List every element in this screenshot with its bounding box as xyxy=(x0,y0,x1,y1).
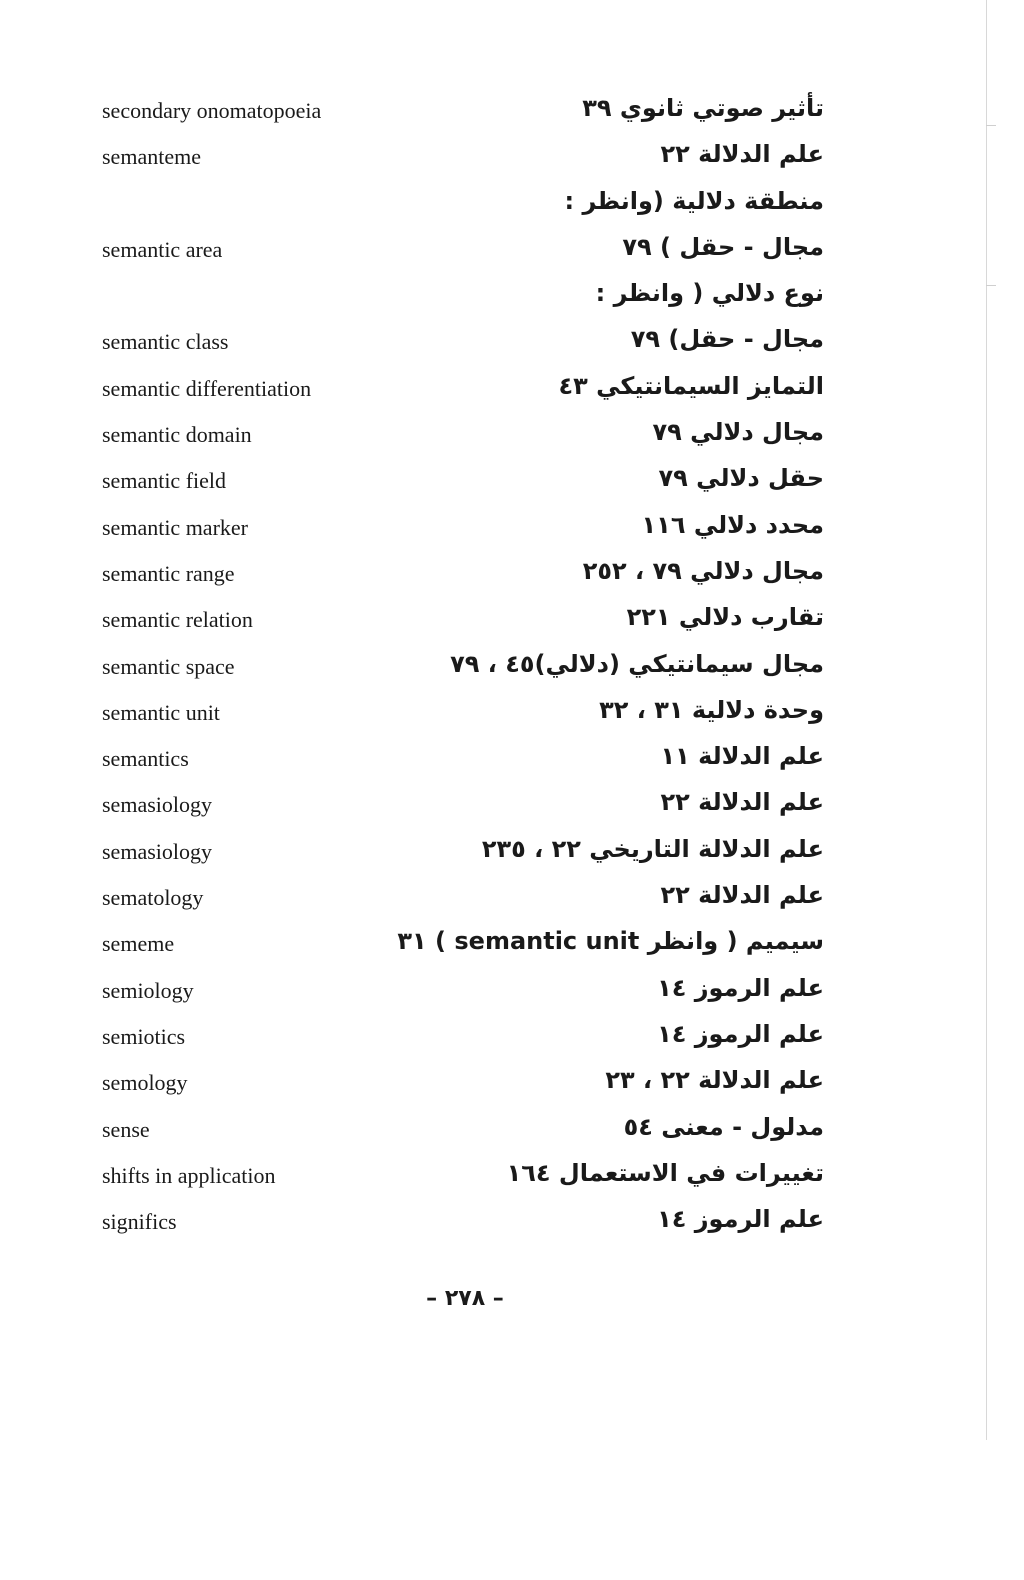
arabic-translation: علم الرموز ١٤ xyxy=(657,1205,824,1234)
arabic-translation: تغييرات في الاستعمال ١٦٤ xyxy=(506,1158,824,1187)
glossary-list xyxy=(0,90,1024,1247)
english-term: shifts in application xyxy=(102,1162,276,1188)
english-term: semiotics xyxy=(102,1023,186,1049)
english-term: semantic area xyxy=(102,236,223,262)
english-term: secondary onomatopoeia xyxy=(102,98,322,123)
glossary-entry xyxy=(0,414,1024,460)
glossary-entry xyxy=(0,738,1024,784)
english-term: semantic space xyxy=(102,653,235,679)
arabic-translation: تقارب دلالي ٢٢١ xyxy=(626,603,824,632)
arabic-translation: حقل دلالي ٧٩ xyxy=(658,464,824,493)
glossary-entry xyxy=(0,877,1024,923)
english-term: semantic domain xyxy=(102,422,252,448)
glossary-entry xyxy=(0,970,1024,1016)
english-term: significs xyxy=(102,1209,177,1235)
english-term: sememe xyxy=(102,931,175,957)
arabic-translation: مدلول - معنى ٥٤ xyxy=(623,1112,824,1141)
english-term: semantic unit xyxy=(102,699,220,725)
arabic-translation: تأثير صوتي ثانوي ٣٩ xyxy=(582,94,824,122)
arabic-translation: مجال سيمانتيكي (دلالي)٤٥ ، ٧٩ xyxy=(450,649,824,678)
glossary-entry xyxy=(0,1155,1024,1201)
arabic-translation: وحدة دلالية ٣١ ، ٣٢ xyxy=(599,695,824,724)
arabic-translation: منطقة دلالية (وانظر : xyxy=(564,186,824,215)
arabic-translation: علم الدلالة ٢٢ xyxy=(660,881,824,910)
page-number: – ٢٧٨ – xyxy=(426,1286,504,1311)
glossary-entry xyxy=(0,321,1024,367)
arabic-translation: مجال دلالي ٧٩ xyxy=(652,418,824,447)
english-term: sematology xyxy=(102,885,204,911)
english-term: semasiology xyxy=(102,838,212,864)
glossary-entry xyxy=(0,229,1024,275)
english-term: semasiology xyxy=(102,792,212,818)
glossary-entry xyxy=(0,692,1024,738)
arabic-translation: التمايز السيمانتيكي ٤٣ xyxy=(558,371,824,400)
english-term: semantic field xyxy=(102,468,227,494)
arabic-translation: سيميم ( وانظر semantic unit ) ٣١ xyxy=(397,927,824,956)
arabic-translation: علم الدلالة التاريخي ٢٢ ، ٢٣٥ xyxy=(481,834,824,863)
arabic-translation: مجال - حقل) ٧٩ xyxy=(630,325,824,354)
english-term: semantic range xyxy=(102,560,235,586)
glossary-entry xyxy=(0,90,1024,136)
arabic-translation: علم الرموز ١٤ xyxy=(657,973,824,1002)
glossary-entry xyxy=(0,831,1024,877)
arabic-translation: نوع دلالي ( وانظر : xyxy=(595,279,824,308)
english-term: semantic class xyxy=(102,329,229,355)
arabic-translation: مجال دلالي ٧٩ ، ٢٥٢ xyxy=(582,556,824,585)
glossary-entry xyxy=(0,1201,1024,1247)
english-term: semantic differentiation xyxy=(102,375,312,401)
english-term: semology xyxy=(102,1070,188,1096)
english-term: semantic marker xyxy=(102,514,248,540)
english-term: semantics xyxy=(102,746,189,772)
glossary-entry xyxy=(0,460,1024,506)
glossary-entry xyxy=(0,784,1024,830)
glossary-entry xyxy=(0,553,1024,599)
arabic-translation: مجال - حقل ) ٧٩ xyxy=(622,232,824,261)
glossary-entry xyxy=(0,1016,1024,1062)
arabic-translation: علم الدلالة ١١ xyxy=(660,742,824,771)
arabic-translation: علم الدلالة ٢٢ xyxy=(660,140,824,169)
glossary-entry xyxy=(0,923,1024,969)
glossary-entry xyxy=(0,183,1024,229)
glossary-entry xyxy=(0,1109,1024,1155)
glossary-entry xyxy=(0,507,1024,553)
english-term: semantic relation xyxy=(102,607,253,633)
glossary-entry xyxy=(0,646,1024,692)
arabic-translation: علم الدلالة ٢٢ ، ٢٣ xyxy=(605,1066,824,1095)
english-term: semanteme xyxy=(102,144,201,170)
english-term: sense xyxy=(102,1116,150,1142)
glossary-entry xyxy=(0,275,1024,321)
arabic-translation: علم الرموز ١٤ xyxy=(657,1019,824,1048)
english-term: semiology xyxy=(102,977,194,1003)
arabic-translation: محدد دلالي ١١٦ xyxy=(641,510,824,539)
glossary-entry xyxy=(0,368,1024,414)
glossary-entry xyxy=(0,1062,1024,1108)
glossary-entry xyxy=(0,599,1024,645)
glossary-entry xyxy=(0,136,1024,182)
arabic-translation: علم الدلالة ٢٢ xyxy=(660,788,824,817)
